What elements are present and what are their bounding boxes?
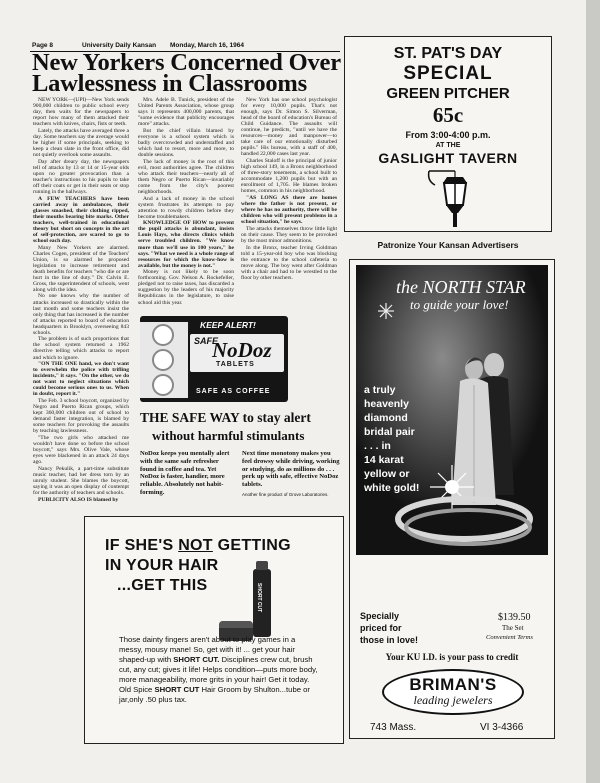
article-paragraph: "The two girls who attacked me wouldn't have done so before the school boycott," says Mrs. Olive Vale, whose eyes were blackened in an attack 24 days ago.	[33, 434, 129, 466]
patronize-advertisers-banner: Patronize Your Kansan Advertisers	[377, 240, 519, 250]
ad-photo-panel	[356, 265, 548, 555]
ad-special-line: Specially	[360, 611, 400, 621]
nodoz-safe-as-coffee: SAFE AS COFFEE	[196, 388, 271, 395]
article-paragraph: The problem is of such proportions that the school system returned a 1962 directive telling which attacks to report and which to ignore.	[33, 336, 129, 361]
ad-set-label: The Set	[502, 624, 524, 632]
ad-copy-line: a truly	[364, 384, 396, 396]
ad-copy-line: . . . in	[364, 440, 391, 452]
ad-brimans-jewelers	[349, 259, 555, 739]
article-paragraph: Mrs. Adele B. Tunick, president of the United Parents Association, whose group says it represents 400,000 parents, that "some evidence that publicity encourages more" attacks.	[138, 97, 234, 128]
ad-copy-line: diamond	[364, 412, 408, 424]
nodoz-credit: Another fine product of Grove Laboratories.	[242, 492, 329, 497]
shortcut-tube-label: SHORT CUT	[256, 583, 262, 613]
shortcut-headline-line3: ...GET THIS	[117, 577, 208, 594]
article-paragraph: Money is not likely to be soon forthcoming. Gov. Nelson A. Rockefeller, pledged not to raise taxes, has discarded a suggestion by the leaders of his majority Republicans in the legislature, to raise school aid this year.	[138, 269, 234, 306]
article-paragraph: But the chief villain blamed by everyone is a school system which is badly overcrowded and understaffed and which had to resort, more and more, to double sessions.	[138, 127, 234, 159]
ad-address: 743 Mass.	[370, 722, 417, 733]
article-paragraph: PUBLICITY ALSO IS blamed by	[38, 496, 119, 503]
brimans-logo-oval	[382, 669, 524, 715]
nodoz-keep-alert: KEEP ALERT!	[200, 320, 256, 330]
ad-phone: VI 3-4366	[480, 722, 524, 733]
nodoz-body-right: Next time monotony makes you feel drowsy while driving, working or studying, do as millions do . . . perk up with safe, effective NoDoz tablets.	[242, 450, 340, 489]
article-headline: New Yorkers Concerned Over Lawlessness in Classrooms	[32, 49, 341, 97]
ad-line-green-pitcher: GREEN PITCHER	[386, 85, 510, 102]
brimans-logo-tagline: leading jewelers	[413, 693, 493, 707]
article-paragraph: The attacks themselves throw little light on their cause. They seem to be provoked by the most minor admonitions.	[241, 225, 337, 244]
article-paragraph: NEW YORK—(UPI)—New York sends 900,000 children to public school every day, then waits for the newspapers to report how many of them attacked their teachers with knives, chairs, fists or teeth.	[33, 97, 129, 128]
page-number: Page 8	[32, 42, 53, 49]
shortcut-tube-image	[253, 569, 271, 637]
ad-copy-line: white gold!	[364, 482, 420, 494]
article-paragraph: A FEW TEACHERS have been carried away in ambulances, their glasses smashed, their clothing ripped, their mouths bearing bite marks. Other teachers, well-trained in educational theory but short on concepts in the art of self-protection, are scared to go to school each day.	[33, 195, 129, 244]
article-column-3	[241, 97, 337, 303]
shortcut-not: NOT	[178, 537, 213, 554]
article-paragraph: Lately, the attacks have averaged three a day. Some teachers say the average would be higher if some principals, seeking to keep a clean slate in the front office, did not quietly overlook some assaults.	[33, 127, 129, 159]
ad-copy-block	[364, 383, 419, 495]
ad-ring-price: $139.50	[498, 612, 531, 623]
ad-north-star-subtitle: to guide your love!	[410, 297, 509, 312]
issue-date: Monday, March 16, 1964	[170, 42, 244, 49]
ad-copy-line: 14 karat	[364, 454, 404, 466]
article-paragraph: Many New Yorkers are alarmed. Charles Cogen, president of the Teachers' Union, is so alarmed he proposed legislation to increase retirement and death benefits for teachers "who die or are hurt in the line of duty." Dr. Calvin E. Gross, the superintendent of schools, went along with the idea.	[33, 244, 129, 293]
ad-copy-line: heavenly	[364, 398, 409, 410]
article-paragraph: Nancy Pekulik, a part-time substitute music teacher, had her dress torn by an unruly student. She blames the boycott, saying it was an open display of contempt for the authority of teachers and schools.	[33, 465, 129, 496]
ad-north-star-title: the NORTH STAR	[396, 277, 526, 297]
article-paragraph: "ON THE ONE hand, we don't want to overwhelm the police with trifling incidents," it says. "On the other, we do not want to neglect situations which could become serious ones to us. When in doubt, report it."	[33, 361, 129, 398]
tablet-strip	[140, 322, 188, 398]
ad-venue: GASLIGHT TAVERN	[378, 150, 518, 166]
shortcut-headline-line2: IN YOUR HAIR	[105, 557, 219, 574]
ad-line-st-pats: ST. PAT'S DAY	[393, 45, 503, 62]
shortcut-body-copy: Those dainty fingers aren't about to play games in a messy, mousy mane! So, get with it! ... get your hair shaped-up with SHORT CUT. Disciplines crew cut, brush cut, any cut; gives it life! Helps condition—puts more body, more manageability, more grits in your hair! Get it today. Old Spice SHORT CUT Hair Groom by Shulton...tube or jar,only .50 plus tax.	[119, 635, 318, 704]
nodoz-headline: THE SAFE WAY to stay alert	[140, 410, 311, 425]
article-paragraph: The Feb. 3 school boycott, organized by Negro and Puerto Rican groups, which kept 360,000 children out of school to demand faster integration, is blamed by some teachers for provoking the assaults by teaching lawlessness.	[33, 398, 129, 435]
nodoz-brand: NoDoz	[212, 338, 272, 362]
ad-price: 65c	[432, 103, 464, 127]
ad-special-line: those in love!	[360, 635, 419, 645]
shortcut-headline-line1: IF SHE'S NOT GETTING	[105, 537, 291, 554]
article-paragraph: The lack of money is the root of this evil, most authorities agree. The children who attack their teachers—nearly all of them Negro or Puerto Rican—invariably come from the city's poorest neighborhoods.	[138, 158, 234, 195]
nodoz-safe: SAFE	[194, 336, 219, 346]
nodoz-package-image	[140, 316, 288, 402]
article-paragraph: "AS LONG AS there are homes where the father is not present, or where he has no authority, there will be children who will present problems in a school situation," he says.	[241, 194, 337, 226]
ad-line-special: SPECIAL	[403, 63, 493, 84]
article-paragraph: New York has one school psychologist for every 10,000 pupils. That's not enough, says Dr. Simon S. Silverman, head of the board of education's Bureau of Child Guidance. The assaults will continue, he predicts, "until we have the resources—money and manpower—to take care of our emotionally disturbed pupils." His bureau, with a staff of 400, handled 22,000 cases last year.	[241, 97, 337, 158]
article-paragraph: And a lack of money in the school system frustrates its attempts to pay attention to rowdy children before they become troublemakers.	[138, 195, 234, 220]
nodoz-subheadline: without harmful stimulants	[152, 428, 305, 443]
nodoz-body-left: NoDoz keeps you mentally alert with the same safe refresher found in coffee and tea. Yet NoDoz is faster, handier, more reliable. Absolutely not habit-forming.	[140, 450, 230, 496]
nodoz-tablets: TABLETS	[216, 361, 255, 368]
ad-terms: Convenient Terms	[486, 634, 533, 641]
gas-lamp-icon	[425, 167, 475, 229]
masthead-name: University Daily Kansan	[82, 42, 157, 49]
ad-copy-line: bridal pair	[364, 426, 415, 438]
ad-credit-line: Your KU I.D. is your pass to credit	[385, 652, 519, 662]
page-binding-edge	[586, 0, 600, 783]
article-paragraph: Charles Staloff is the principal of junior high school 149, in a Bronx neighborhood of three-story tenements, a school built to accommodate 1,200 pupils but with an enrollment of 1,705. He blames broken homes, common in his neighborhood.	[241, 158, 337, 195]
ad-special-line: priced for	[360, 623, 402, 633]
article-paragraph: No one knows why the number of attacks increased so drastically within the last month and some teachers insist the only thing that has increased is the number of attacks reported to board of education headquarters in Brooklyn, overseeing 843 schools.	[33, 293, 129, 336]
ad-nodoz	[138, 316, 342, 506]
ad-hours: From 3:00-4:00 p.m.	[405, 130, 491, 140]
ad-copy-line: yellow or	[364, 468, 410, 480]
article-paragraph: KNOWLEDGE OF HOW to prevent the pupil attacks is abundant, insists Louis Hays, who directs clinics which serve troubled children. "We know more than we'll use in 100 years," he says. "What we need is a whole range of resources for which the know-how is available, but the money is not."	[138, 220, 234, 269]
ad-short-cut	[84, 516, 344, 744]
article-paragraph: In the Bronx, teacher Irving Goldman told a 15-year-old boy who was blocking the entrance to the school cafeteria to move along. The boy went after Goldman with a chair and had to be wrestled to the floor by other teachers.	[241, 244, 337, 281]
ad-special-offer	[360, 610, 418, 646]
article-paragraph: Day after dreary day, the newspapers tell of attacks by 13 or 14 or 15-year olds upon no greater provocation than a teacher's instructions to his pupils to take off their coats or get in their seats or stop running in the hallways.	[33, 158, 129, 195]
article-column-2	[138, 97, 234, 319]
ad-at: AT THE	[435, 142, 461, 149]
ad-st-pats-special	[344, 36, 552, 232]
brimans-logo-name: BRIMAN'S	[409, 675, 497, 694]
nodoz-label	[190, 334, 284, 372]
article-column-1	[33, 97, 129, 532]
